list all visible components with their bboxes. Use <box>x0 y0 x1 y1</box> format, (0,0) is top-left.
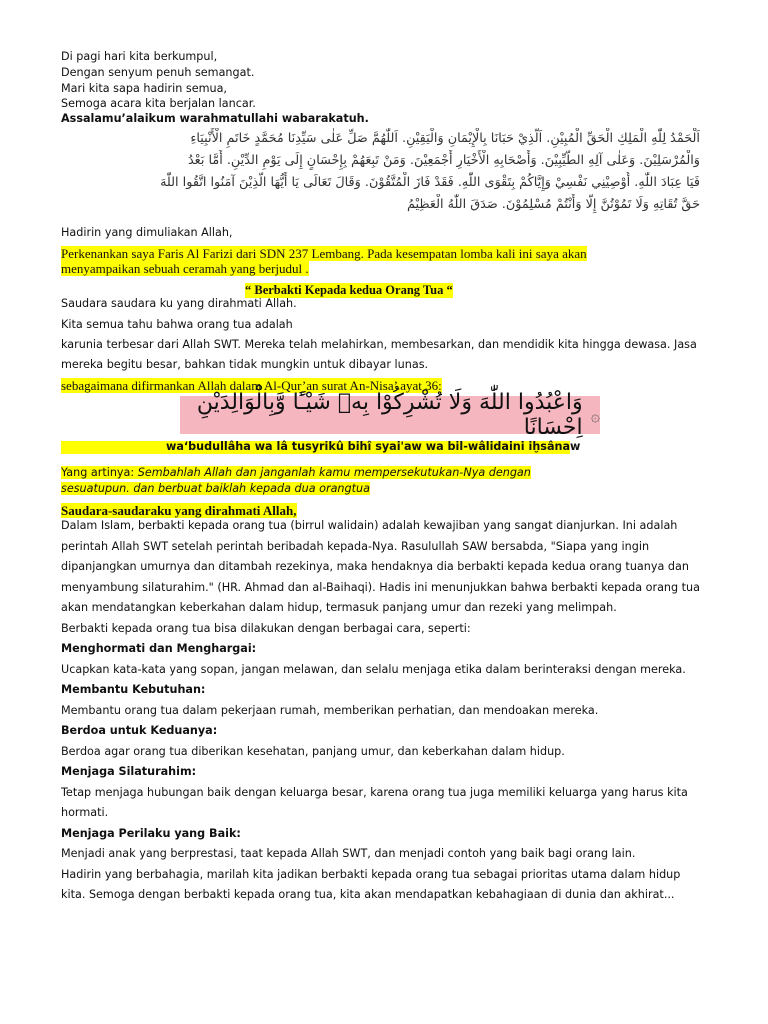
heading-2-text: Saudara-saudaraku yang dirahmati Allah, <box>61 503 297 518</box>
arabic-line: حَقَّ تُقَاتِهِ وَلَا تَمُوْتُنَّ إِلَّا وَأَنْتُمْ مُسْلِمُوْنَ. صَدَقَ اللّٰهُ الْعَظِيْمُ <box>407 197 700 212</box>
transliteration: wa‘budullâha wa lâ tusyrikû bihî syai'aw wa bil-wâlidaini iḫsânaw <box>166 440 581 453</box>
ayat-box <box>180 390 600 440</box>
para1-line: karunia terbesar dari Allah SWT. Mereka telah melahirkan, membesarkan, dan mendidik kita hingga dewasa. Jasa <box>61 338 697 351</box>
opening-line: Dengan senyum penuh semangat. <box>61 66 255 79</box>
heading-2 <box>61 503 297 518</box>
way-text: Berdoa agar orang tua diberikan kesehatan, panjang umur, dan keberkahan dalam hidup. <box>61 745 565 758</box>
way-text: Membantu orang tua dalam pekerjaan rumah, memberikan perhatian, dan mendoakan mereka. <box>61 704 599 717</box>
opening-line: Di pagi hari kita berkumpul, <box>61 50 218 63</box>
opening-line: Semoga acara kita berjalan lancar. <box>61 97 256 110</box>
ayat-arabic: وَاعْبُدُوا اللّٰهَ وَلَا تُشْرِكُوْا بِهٖ شَيْـًٔا وَّبِالْوَالِدَيْنِ اِحْسَانًا <box>196 390 583 440</box>
intro-line-1 <box>61 246 587 262</box>
greeting: Hadirin yang dimuliakan Allah, <box>61 226 233 239</box>
meaning-text: Sembahlah Allah dan janganlah kamu mempersekutukan-Nya dengan <box>137 466 531 479</box>
way-title: Membantu Kebutuhan: <box>61 683 206 696</box>
opening-line: Mari kita sapa hadirin semua, <box>61 82 227 95</box>
arabic-line: اَلْحَمْدُ لِلّٰهِ الْمَلِكِ الْحَقِّ الْمُبِيْنِ. اَلَّذِيْ حَبَانَا بِالْإِيْمَانِ وَالْيَقِيْنِ. اَللّٰهُمَّ صَلِّ عَلٰى سَيِّدِنَا مُحَمَّدٍ خَاتَمِ الْأَنْبِيَاءِ <box>190 131 700 146</box>
arabic-line: وَالْمُرْسَلِيْنَ. وَعَلٰى آلِهِ الطَّيِّبِيْنَ. وَأَصْحَابِهِ الْأَخْيَارِ أَجْمَعِيْنَ. وَمَنْ تَبِعَهُمْ بِإِحْسَانٍ إِلَى يَوْمِ الدِّيْنِ. أَمَّا بَعْدُ <box>187 153 700 168</box>
way-text: Tetap menjaga hubungan baik dengan keluarga besar, karena orang tua juga memiliki keluarga yang harus kita <box>61 786 688 799</box>
ways-intro: Berbakti kepada orang tua bisa dilakukan dengan berbagai cara, seperti: <box>61 622 471 635</box>
intro-name: Perkenankan saya Faris Al Farizi dari SDN 237 Lembang <box>61 246 361 261</box>
intro-line-2 <box>61 261 309 277</box>
firman-text: sebagaimana difirmankan Allah dalam Al-Qur’an surat An-Nisa’ ayat 36: <box>61 378 442 393</box>
closing-line: kita. Semoga dengan berbakti kepada orang tua, kita akan mendapatkan kebahagiaan di dunia dan akhirat... <box>61 888 675 901</box>
way-text: Menjadi anak yang berprestasi, taat kepada Allah SWT, dan menjadi contoh yang baik bagi orang lain. <box>61 847 636 860</box>
intro-line-2-text: menyampaikan sebuah ceramah yang berjudul . <box>61 261 309 276</box>
meaning-label: Yang artinya: <box>61 466 138 479</box>
para2-line: perintah Allah SWT setelah perintah beribadah kepada-Nya. Rasulullah SAW bersabda, "Siapa yang ingin <box>61 540 650 553</box>
salam: Assalamu’alaikum warahmatullahi wabarakatuh. <box>61 112 369 125</box>
way-title: Menghormati dan Menghargai: <box>61 642 257 655</box>
para1-line: Kita semua tahu bahwa orang tua adalah <box>61 318 293 331</box>
para2-line: dipanjangkan umurnya dan ditambah rezekinya, maka hendaknya dia berbakti kepada kedua orang tuanya dan <box>61 560 689 573</box>
arabic-line: فَيَا عِبَادَ اللّٰهِ. أُوْصِيْنِي نَفْسِيْ وَإِيَّاكُمْ بِتَقْوَى اللّٰهِ. فَقَدْ فَازَ الْمُتَّقُوْنَ. وَقَالَ تَعَالَى يَا أَيُّهَا الَّذِيْنَ آمَنُوا اتَّقُوا اللّٰهَ <box>160 175 700 190</box>
way-title: Menjaga Silaturahim: <box>61 765 197 778</box>
way-title: Berdoa untuk Keduanya: <box>61 724 218 737</box>
para1-line: Saudara saudara ku yang dirahmati Allah. <box>61 297 297 310</box>
way-title: Menjaga Perilaku yang Baik: <box>61 827 241 840</box>
way-text: Ucapkan kata-kata yang sopan, jangan melawan, dan selalu menjaga etika dalam berinteraksi dengan mereka. <box>61 663 686 676</box>
arabic-opening <box>60 128 700 220</box>
intro-rest: . Pada kesempatan lomba kali ini saya akan <box>360 246 587 261</box>
way-text: hormati. <box>61 806 109 819</box>
meaning-text: sesuatupun. dan berbuat baiklah kepada dua orangtua <box>61 482 370 495</box>
para2-line: menyambung silaturahim." (HR. Ahmad dan al-Baihaqi). Hadis ini menunjukkan bahwa berbakti kepada orang tua <box>61 581 701 594</box>
speech-title: “ Berbakti Kepada kedua Orang Tua “ <box>245 283 453 297</box>
ornament-icon: ۞ <box>590 405 600 425</box>
para2-line: akan mendatangkan keberkahan dalam hidup, termasuk panjang umur dan rezeki yang melimpah. <box>61 601 617 614</box>
para2-line: Dalam Islam, berbakti kepada orang tua (birrul walidain) adalah kewajiban yang sangat dianjurkan. Ini adalah <box>61 519 678 532</box>
para1-line: mereka begitu besar, bahkan tidak mungkin untuk dibayar lunas. <box>61 358 429 371</box>
meaning-line-1 <box>61 465 531 480</box>
closing-line: Hadirin yang berbahagia, marilah kita jadikan berbakti kepada orang tua sebagai prioritas utama dalam hidup <box>61 868 681 881</box>
meaning-line-2 <box>61 481 370 496</box>
